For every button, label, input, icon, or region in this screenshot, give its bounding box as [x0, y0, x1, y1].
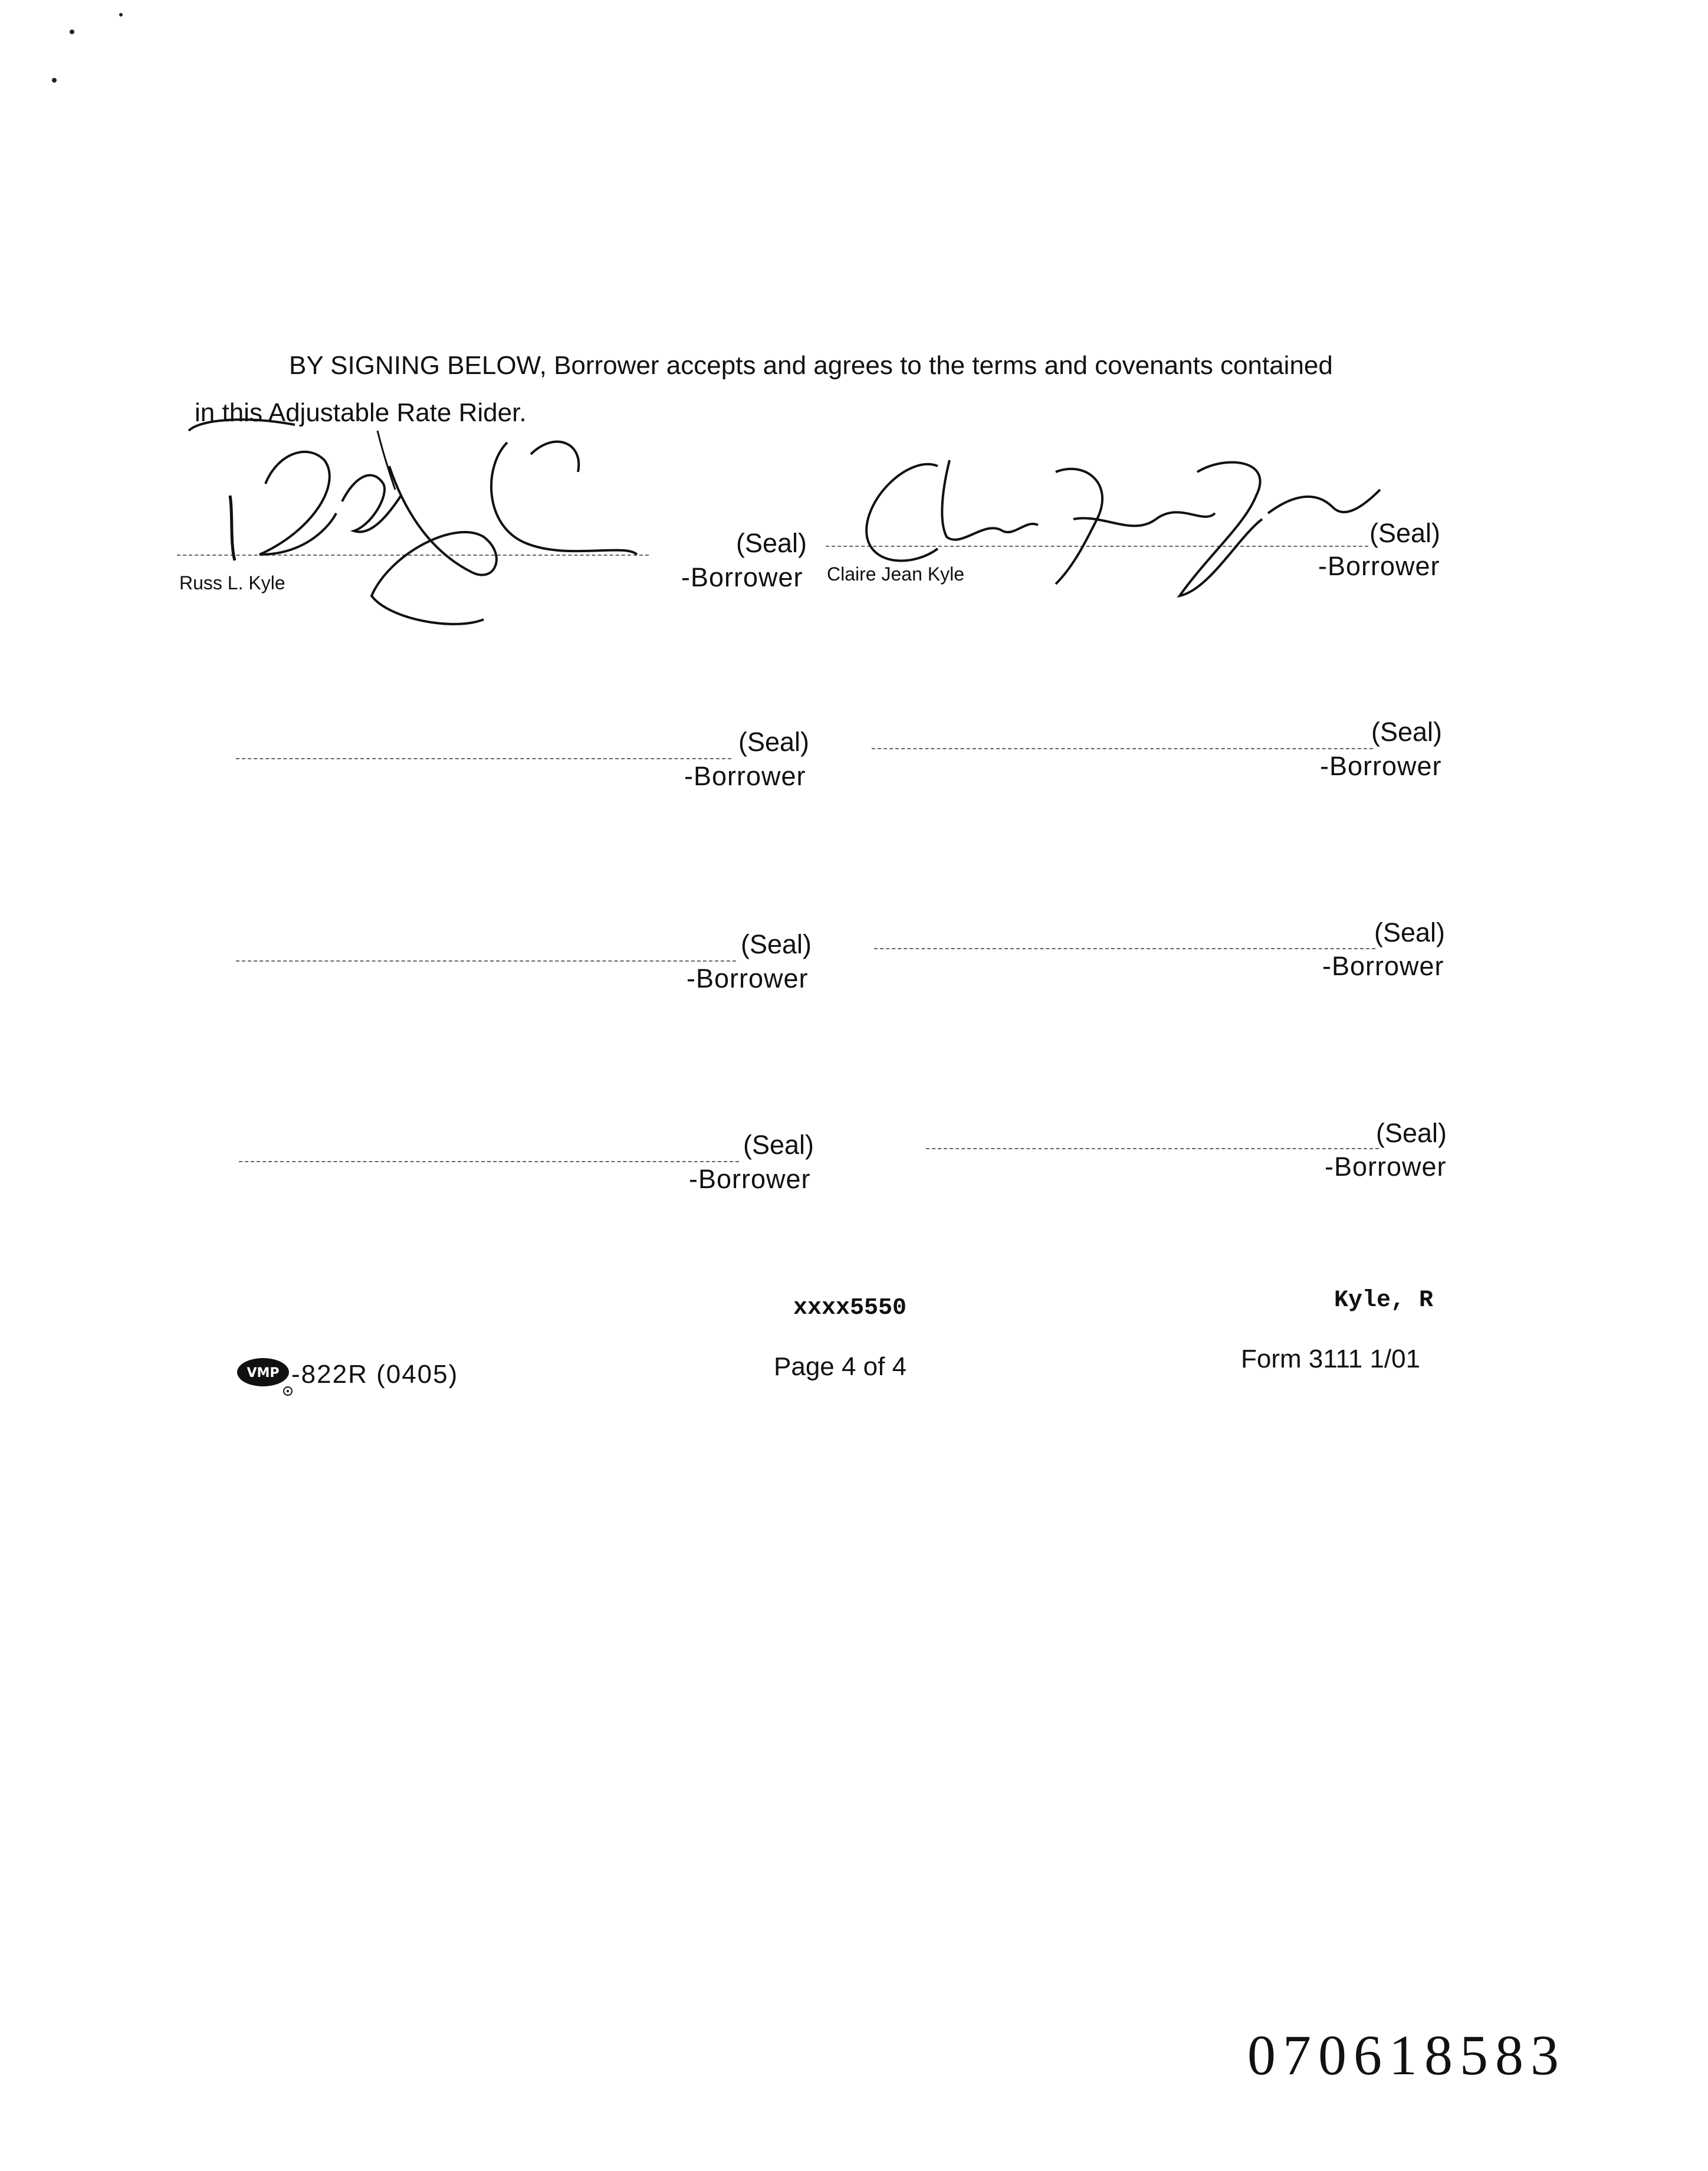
borrower-label: -Borrower	[1325, 1152, 1447, 1182]
signature-line	[872, 748, 1373, 749]
seal-label: (Seal)	[1371, 717, 1443, 747]
seal-label: (Seal)	[738, 727, 810, 757]
borrower-label: -Borrower	[1318, 551, 1440, 581]
borrower-label: -Borrower	[681, 562, 803, 592]
signature-line	[236, 758, 731, 759]
borrower-short-name: Kyle, R	[1334, 1287, 1434, 1314]
stray-mark	[52, 78, 57, 83]
vmp-logo-text: VMP	[247, 1366, 280, 1380]
loan-number: xxxx5550	[793, 1295, 907, 1321]
signature-line	[874, 948, 1375, 949]
borrower-printed-name: Russ L. Kyle	[179, 572, 285, 593]
signature-line	[239, 1161, 739, 1162]
form-code: -822R (0405)	[291, 1360, 459, 1389]
borrower-printed-name: Claire Jean Kyle	[827, 563, 964, 585]
borrower-label: -Borrower	[1320, 751, 1442, 781]
seal-label: (Seal)	[1369, 518, 1441, 548]
handwritten-signature	[849, 448, 1380, 619]
seal-label: (Seal)	[1374, 917, 1446, 947]
borrower-label: -Borrower	[689, 1164, 811, 1194]
handwritten-signature	[177, 407, 649, 637]
document-stamp-number: 070618583	[1247, 2024, 1566, 2087]
page-number: Page 4 of 4	[774, 1352, 907, 1381]
intro-line-2: in this Adjustable Rate Rider.	[195, 398, 527, 427]
vmp-logo	[236, 1357, 293, 1390]
stray-mark	[119, 13, 123, 17]
borrower-label: -Borrower	[687, 963, 809, 993]
signature-line	[926, 1148, 1379, 1149]
borrower-label: -Borrower	[1322, 951, 1444, 981]
stray-mark	[70, 29, 74, 34]
seal-label: (Seal)	[743, 1130, 814, 1160]
seal-label: (Seal)	[736, 528, 807, 558]
form-number: Form 3111 1/01	[1241, 1344, 1421, 1373]
intro-line-1: BY SIGNING BELOW, Borrower accepts and agrees to the terms and covenants contained	[289, 351, 1333, 380]
seal-label: (Seal)	[741, 929, 812, 959]
signature-line	[236, 960, 736, 962]
seal-label: (Seal)	[1376, 1118, 1447, 1148]
borrower-label: -Borrower	[684, 761, 806, 791]
